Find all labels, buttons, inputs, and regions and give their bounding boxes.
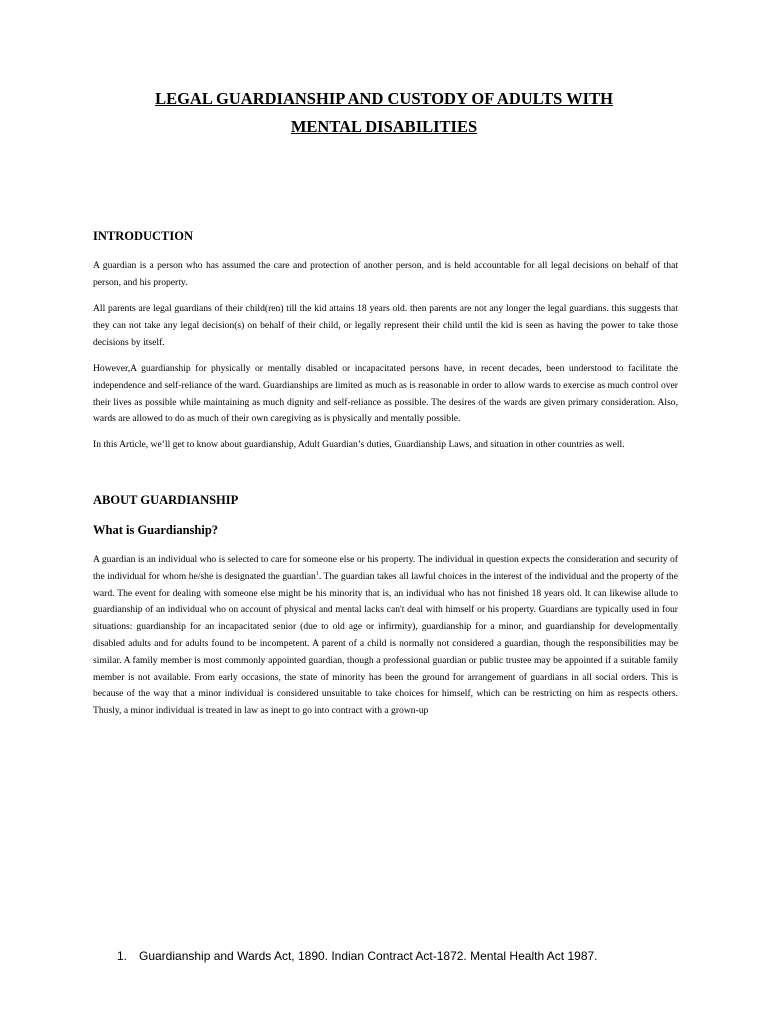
introduction-heading: INTRODUCTION xyxy=(93,229,194,243)
about-guardianship-heading: ABOUT GUARDIANSHIP xyxy=(93,493,239,507)
document-title xyxy=(60,85,708,141)
footnote xyxy=(117,947,598,965)
title-line-1: LEGAL GUARDIANSHIP AND CUSTODY OF ADULTS WITH xyxy=(155,89,613,108)
about-paragraph-part-2: . The guardian takes all lawful choices in the interest of the individual and the property of the ward. The event for dealing with someone else might be his minority that is, an individual who has not finished 18 years old. It can likewise allude to guardianship of an individual who on account of physical and mental lacks can't deal with himself or his property. Guardians are typically used in four situations: guardianship for an incapacitated senior (due to old age or infirmity), guardianship for a minor, and guardianship for developmentally disabled adults and for adults found to be incompetent. A parent of a child is normally not considered a guardian, though the responsibilities may be similar. A family member is most commonly appointed guardian, though a professional guardian or public trustee may be appointed if a suitable family member is not available. From early occasions, the state of minority has been the ground for arrangement of guardians in all social orders. This is because of the way that a minor individual is considered unsuitable to take choices for himself, which can be restricting on him as respects others. Thusly, a minor individual is treated in law as inept to go into contract with a grown-up xyxy=(93,570,678,717)
about-paragraph-part-1: A guardian is an individual who is selected to care for someone else or his property. The individual in question expects the consideration and security of the individual for whom he/she is designated the guardian xyxy=(93,554,678,582)
intro-paragraph-1: A guardian is a person who has assumed the care and protection of another person, and is held accountable for all legal decisions on behalf of that person, and his property. xyxy=(93,260,678,288)
title-line-2: MENTAL DISABILITIES xyxy=(290,117,478,136)
what-is-guardianship-subheading: What is Guardianship? xyxy=(93,523,219,537)
footnote-number: 1. xyxy=(117,949,128,963)
footnote-text: Guardianship and Wards Act, 1890. Indian Contract Act-1872. Mental Health Act 1987. xyxy=(139,949,598,963)
about-paragraph xyxy=(93,552,678,720)
footnote-reference[interactable]: 1 xyxy=(315,570,319,577)
intro-paragraph-2: All parents are legal guardians of their child(ren) till the kid attains 18 years old. then parents are not any longer the legal guardians. this suggests that they can not take any legal decision(s) on behalf of their child, or legally represent their child until the kid is seen as having the power to take those decisions by itself. xyxy=(93,303,678,348)
intro-paragraph-4: In this Article, we’ll get to know about guardianship, Adult Guardian’s duties, Guardianship Laws, and situation in other countries as well. xyxy=(93,439,625,450)
intro-paragraph-3: However,A guardianship for physically or mentally disabled or incapacitated persons have, in recent decades, been understood to facilitate the independence and self-reliance of the ward. Guardianships are limited as much as is reasonable in order to allow wards to exercise as much control over their lives as possible while maintaining as much dignity and self-reliance as possible. The desires of the wards are given primary consideration. Also, wards are allowed to do as much of their own caregiving as is physically and mentally possible. xyxy=(93,363,678,425)
